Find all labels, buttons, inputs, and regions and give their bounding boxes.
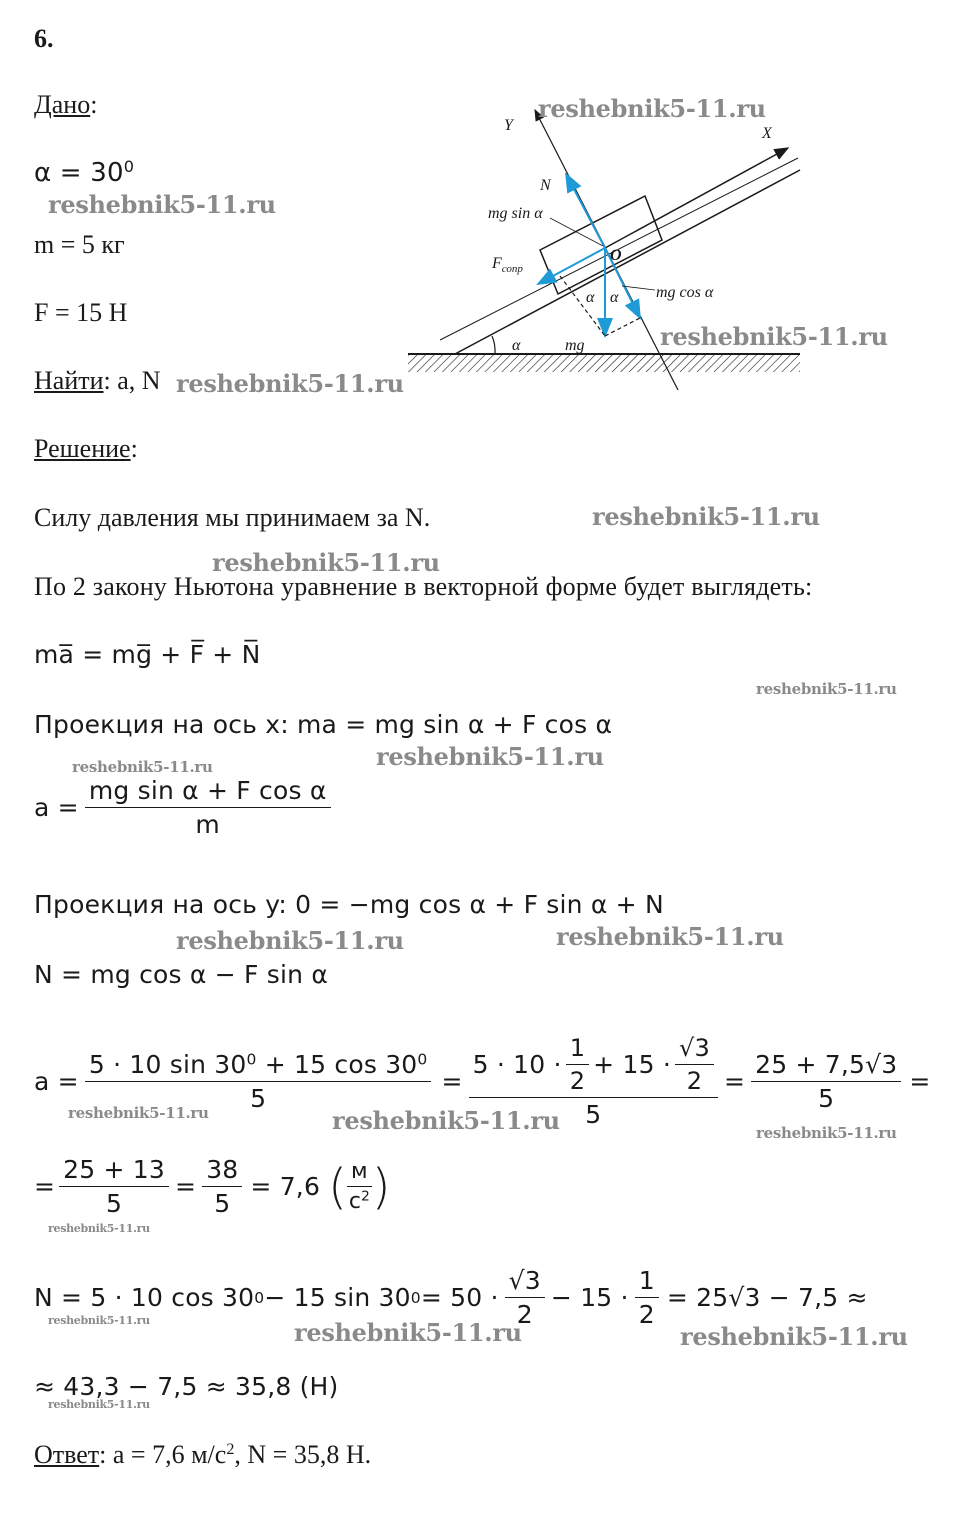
given-heading-line: Дано: [34, 90, 98, 119]
watermark: reshebnik5-11.ru [48, 190, 276, 219]
incline-angle-arc [492, 336, 495, 354]
solution-heading-line: Решение: [34, 434, 138, 463]
watermark: reshebnik5-11.ru [756, 1124, 897, 1142]
incline-alpha-label: α [512, 337, 521, 354]
given-force: F = 15 Н [34, 298, 128, 327]
watermark: reshebnik5-11.ru [294, 1318, 522, 1347]
watermark: reshebnik5-11.ru [68, 1104, 209, 1122]
a-formula: a = $\frac{\text{mg sin α + F cos α}}{m}$ [34, 776, 331, 839]
watermark: reshebnik5-11.ru [756, 680, 897, 698]
alpha-label-right: α [610, 289, 619, 306]
solution-line-1: Силу давления мы принимаем за N. [34, 503, 431, 532]
projection-y: Проекция на ось y: 0 = −mg cos α + F sin α + N [34, 890, 664, 919]
axis-y-label: Y [504, 117, 513, 134]
solution-heading: Решение [34, 434, 131, 463]
ground-hatching [408, 354, 800, 372]
find-heading: Найти [34, 366, 104, 395]
watermark: reshebnik5-11.ru [48, 1222, 150, 1235]
find-value: : a, N [103, 366, 161, 395]
mgsin-label: mg sin α [488, 205, 543, 222]
mgcos-label: mg cos α [656, 284, 714, 301]
given-heading: Дано [34, 90, 91, 119]
watermark: reshebnik5-11.ru [332, 1106, 560, 1135]
a-calculation-result: = $\frac{25 + 13}{5}$ = $\frac{38}{5}$ = 7,6 ( $\frac{м}{с^2}$ ) [34, 1155, 391, 1218]
projection-x: Проекция на ось x: ma = mg sin α + F cos α [34, 710, 613, 739]
answer-heading: Ответ [34, 1440, 100, 1469]
problem-number: 6. [34, 24, 54, 53]
watermark: reshebnik5-11.ru [176, 369, 404, 398]
watermark: reshebnik5-11.ru [72, 758, 213, 776]
watermark: reshebnik5-11.ru [538, 94, 766, 123]
n-label: N [540, 177, 551, 194]
mg-label: mg [565, 337, 585, 354]
given-alpha: $\alpha = 30^0$ [34, 157, 135, 188]
watermark: reshebnik5-11.ru [212, 548, 440, 577]
watermark: reshebnik5-11.ru [176, 926, 404, 955]
find-line [34, 366, 161, 396]
watermark: reshebnik5-11.ru [556, 922, 784, 951]
watermark: reshebnik5-11.ru [592, 502, 820, 531]
answer-line: Ответ: a = 7,6 $м/с^2$, N = 35,8 Н. [34, 1440, 372, 1469]
watermark: reshebnik5-11.ru [660, 322, 888, 351]
n-calculation: N = 5 · 10 cos 30 0 − 15 sin 30 0 = 50 · $\frac{√3}{2}$ − 15 · $\frac{1}{2}$ = 25√3 − 7,5 ≈ [34, 1266, 868, 1329]
a-formula-denominator: m [195, 810, 220, 839]
axis-x-label: X [762, 125, 772, 142]
vector-equation: ma̅ = mg̅ + F̅ + N̅ [34, 640, 261, 669]
watermark: reshebnik5-11.ru [48, 1314, 150, 1327]
incline-diagram [400, 100, 820, 400]
given-mass: m = 5 кг [34, 230, 125, 259]
a-calculation: a = $\frac{5 \cdot 10 \sin 30^0 + 15 \cos 30^0}{5}$ = 5 · 10 · $\frac{1}{2}$ + 15 · $\frac{√3}{2}$ 5 = $\frac{25 + 7,5√3}{5}$ = [34, 1034, 931, 1129]
axis-x [605, 148, 788, 248]
o-label: O [610, 247, 622, 264]
n-formula: N = mg cos α − F sin α [34, 960, 329, 989]
alpha-label-left: α [586, 289, 595, 306]
watermark: reshebnik5-11.ru [48, 1398, 150, 1411]
solution-line-2: По 2 закону Ньютона уравнение в векторной форме будет выглядеть: [34, 572, 813, 601]
n-calculation-result: ≈ 43,3 − 7,5 ≈ 35,8 (Н) [34, 1372, 339, 1401]
a-formula-numerator: mg sin α + F cos α [85, 776, 331, 808]
watermark: reshebnik5-11.ru [680, 1322, 908, 1351]
watermark: reshebnik5-11.ru [376, 742, 604, 771]
f-label: $F_{сопр}$ [492, 255, 523, 275]
